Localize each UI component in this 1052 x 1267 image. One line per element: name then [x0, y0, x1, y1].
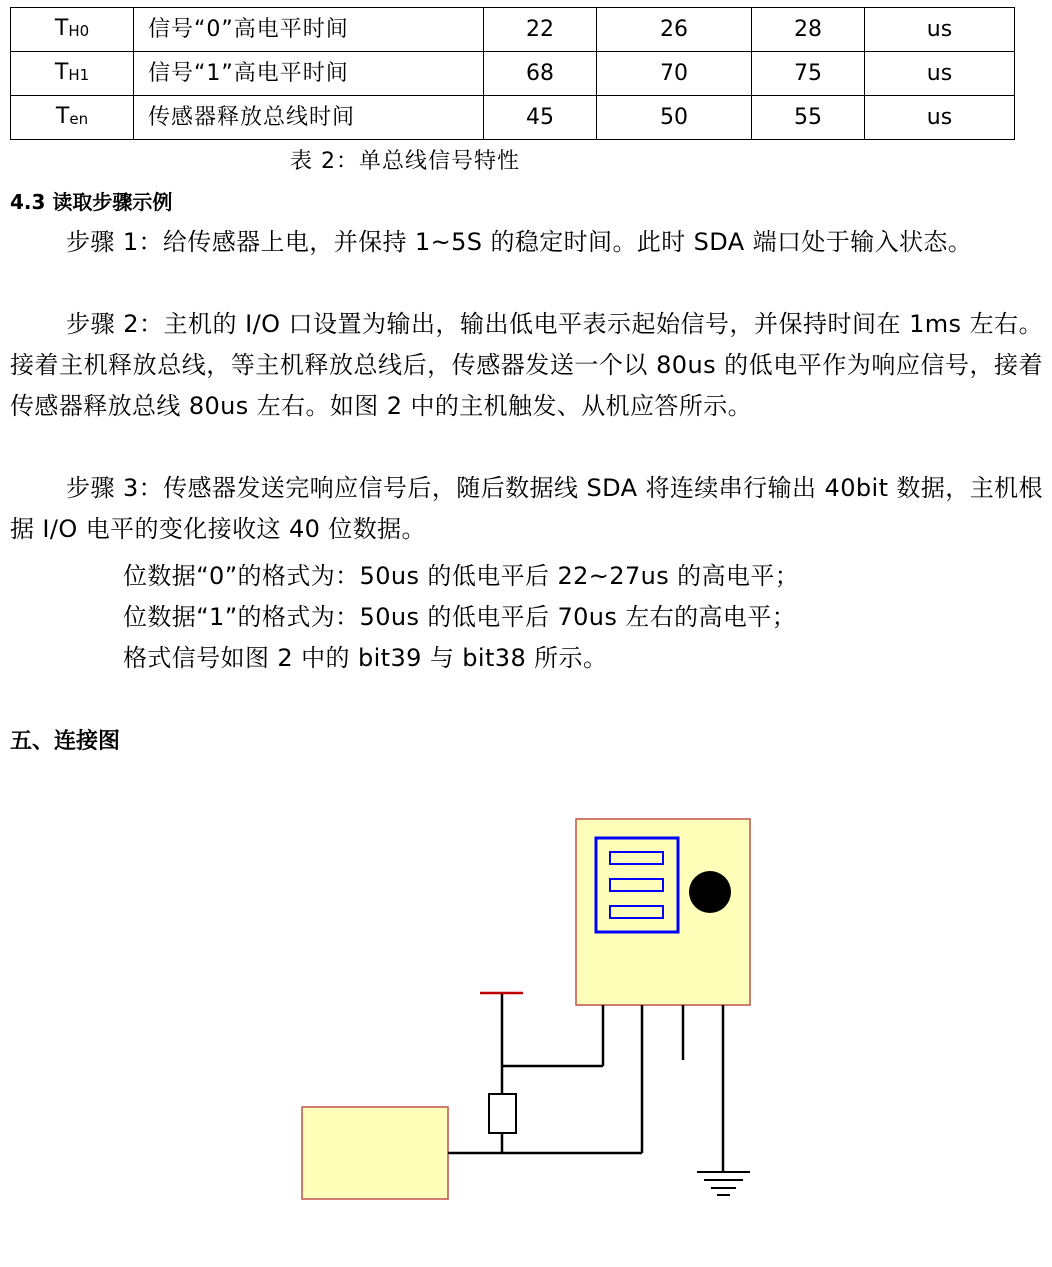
table-row [11, 8, 1015, 52]
symbol-cell: $T_{H1}$ [11, 52, 134, 96]
wiring [448, 993, 723, 1172]
step-1-paragraph: 步骤 1：给传感器上电，并保持 1~5S 的稳定时间。此时 SDA 端口处于输入状态。 [66, 228, 973, 256]
unit-cell: us [865, 8, 1015, 52]
symbol-cell: $T_{H0}$ [11, 8, 134, 52]
min-cell: 68 [484, 52, 597, 96]
typ-cell: 50 [597, 96, 752, 140]
unit-cell: us [865, 96, 1015, 140]
section-heading-4-3: 4.3 读取步骤示例 [10, 190, 173, 214]
sensor-module [576, 819, 750, 1005]
unit-cell: us [865, 52, 1015, 96]
min-cell: 22 [484, 8, 597, 52]
bit1-format-line: 位数据“1”的格式为：50us 的低电平后 70us 左右的高电平； [123, 603, 797, 631]
table-row [11, 96, 1015, 140]
typ-cell: 26 [597, 8, 752, 52]
table-row [11, 52, 1015, 96]
format-signal-line: 格式信号如图 2 中的 bit39 与 bit38 所示。 [123, 644, 608, 672]
ground-symbol [697, 1172, 750, 1195]
max-cell: 75 [752, 52, 865, 96]
description-cell: 信号“0”高电平时间 [134, 8, 484, 52]
symbol-cell: $T_{en}$ [11, 96, 134, 140]
max-cell: 28 [752, 8, 865, 52]
table-caption: 表 2：单总线信号特性 [290, 149, 520, 174]
max-cell: 55 [752, 96, 865, 140]
step-2-paragraph: 步骤 2：主机的 I/O 口设置为输出，输出低电平表示起始信号，并保持时间在 1ms 左右。接着主机释放总线，等主机释放总线后，传感器发送一个以 80us 的低电平作为响应信号，接着传感器释放总线 80us 左右。如图 2 中的主机触发、从机应答所示。 [10, 310, 1043, 420]
typ-cell: 70 [597, 52, 752, 96]
pull-up-resistor [489, 1094, 516, 1133]
min-cell: 45 [484, 96, 597, 140]
section-heading-5: 五、连接图 [10, 729, 121, 754]
description-cell: 信号“1”高电平时间 [134, 52, 484, 96]
sensor-dot [689, 871, 731, 913]
step-3-paragraph: 步骤 3：传感器发送完响应信号后，随后数据线 SDA 将连续串行输出 40bit 数据，主机根据 I/O 电平的变化接收这 40 位数据。 [10, 474, 1043, 543]
host-mcu-block [302, 1107, 448, 1199]
bit0-format-line: 位数据“0”的格式为：50us 的低电平后 22~27us 的高电平； [123, 562, 800, 590]
signal-characteristics-table [10, 7, 1015, 140]
connection-diagram [0, 790, 1052, 1220]
description-cell: 传感器释放总线时间 [134, 96, 484, 140]
